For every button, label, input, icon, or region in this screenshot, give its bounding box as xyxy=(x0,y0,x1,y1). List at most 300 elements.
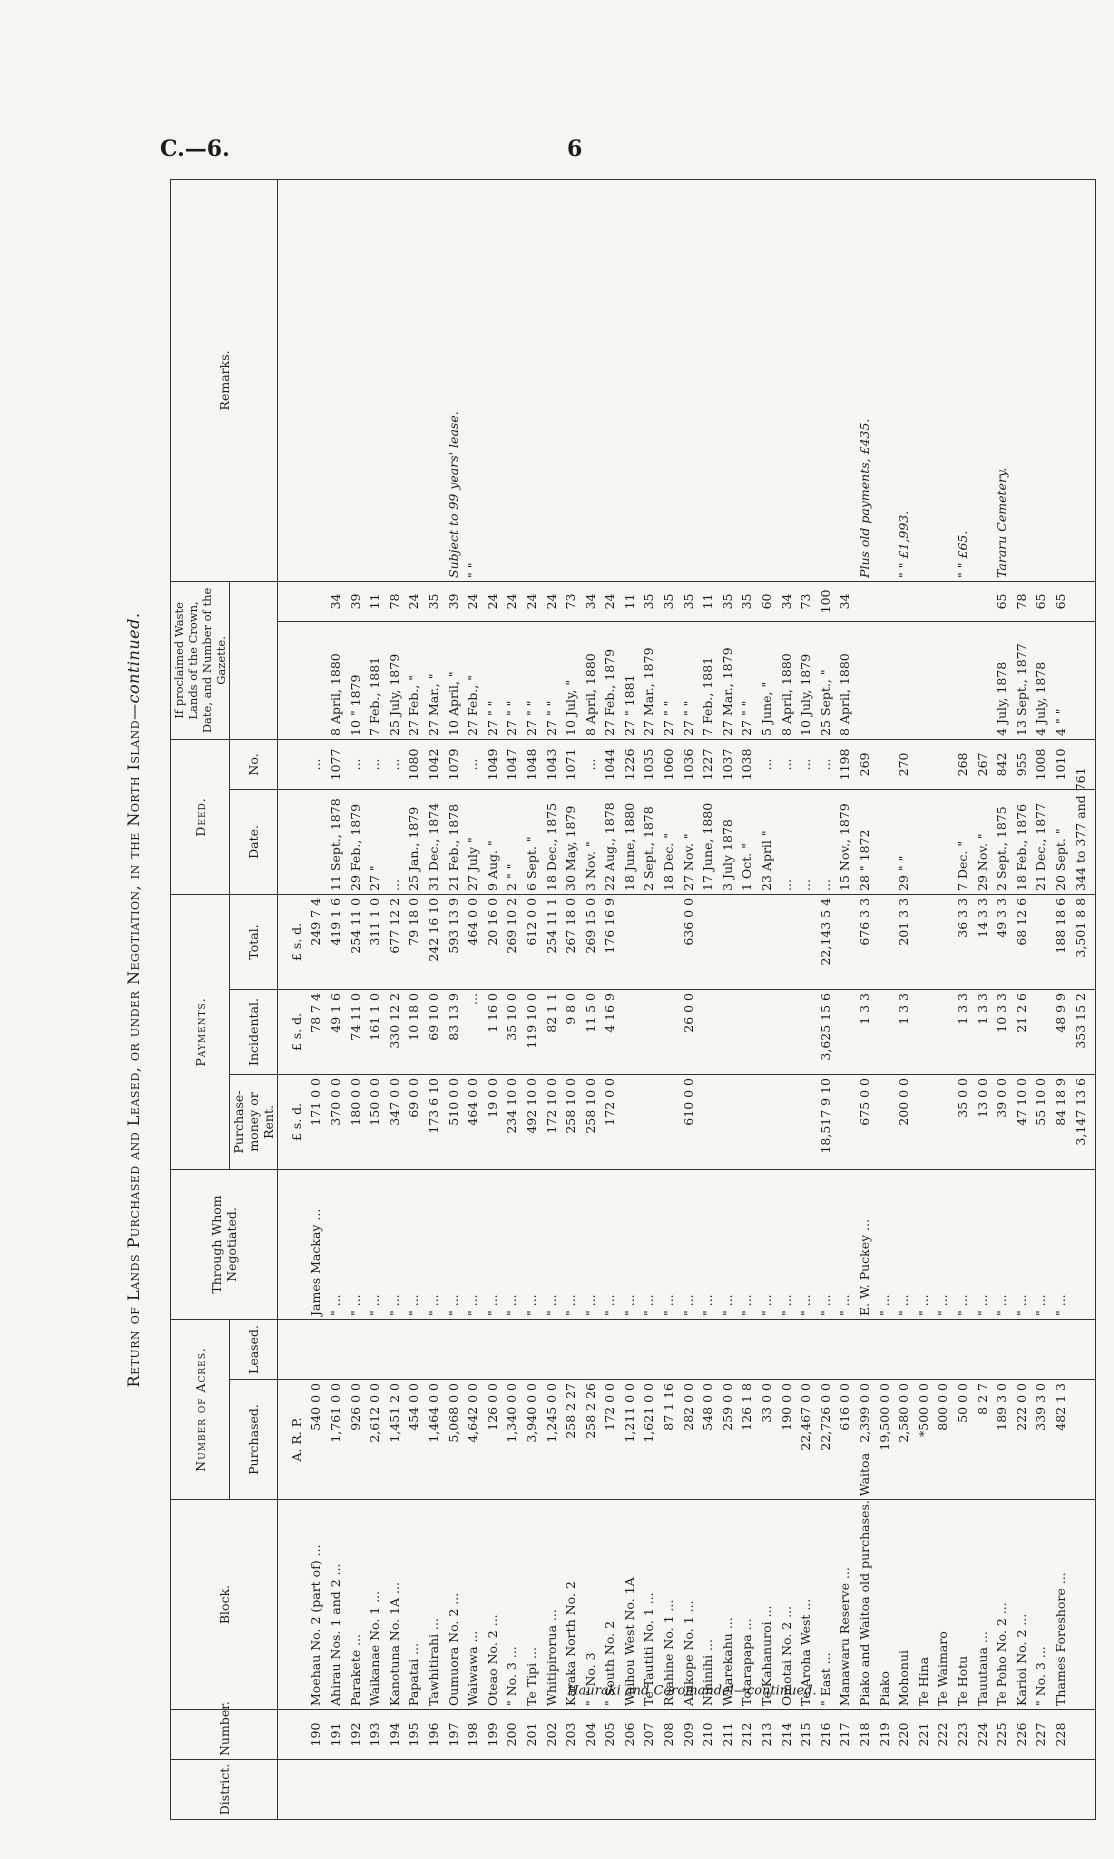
row-gazette: 27 " 1881 xyxy=(620,621,640,739)
row-deed-no: 1008 xyxy=(1032,739,1052,789)
row-gazette-no: 24 xyxy=(463,581,483,621)
row-purchase xyxy=(659,1074,679,1169)
row-incidental: 10 3 3 xyxy=(992,989,1012,1074)
table-row xyxy=(463,179,483,1819)
table-row xyxy=(424,179,444,1819)
row-acres: 1,451 2 0 xyxy=(385,1380,405,1500)
row-total: 267 18 0 xyxy=(561,894,581,989)
row-gazette-no xyxy=(973,581,993,621)
row-block: Te Tipi ... xyxy=(522,1500,542,1710)
row-purchase: 234 10 0 xyxy=(503,1074,523,1169)
row-through: " ... xyxy=(796,1169,816,1319)
row-number: 198 xyxy=(463,1710,483,1760)
row-purchase xyxy=(914,1074,934,1169)
col-remarks: Remarks. xyxy=(171,179,278,581)
row-remarks xyxy=(385,179,405,581)
row-deed-no: 1036 xyxy=(679,739,699,789)
row-purchase: 13 0 0 xyxy=(973,1074,993,1169)
row-number: 209 xyxy=(679,1710,699,1760)
row-deed-date xyxy=(307,789,327,894)
row-leased xyxy=(777,1319,797,1379)
row-through: " ... xyxy=(483,1169,503,1319)
row-through: " ... xyxy=(816,1169,836,1319)
row-total xyxy=(757,894,777,989)
row-incidental: 1 3 3 xyxy=(855,989,875,1074)
row-remarks xyxy=(973,179,993,581)
table-row xyxy=(816,179,836,1819)
row-purchase: 258 10 0 xyxy=(581,1074,601,1169)
col-district: District. xyxy=(171,1760,278,1820)
row-gazette: 27 Mar., 1879 xyxy=(718,621,738,739)
row-deed-date: 25 Jan., 1879 xyxy=(405,789,425,894)
row-leased xyxy=(1051,1319,1071,1379)
row-number: 226 xyxy=(1012,1710,1032,1760)
row-through: " ... xyxy=(698,1169,718,1319)
row-through: " ... xyxy=(836,1169,856,1319)
row-total: 49 3 3 xyxy=(992,894,1012,989)
row-deed-no: 1198 xyxy=(836,739,856,789)
row-deed-no xyxy=(875,739,895,789)
row-block: Piako and Waitoa old purchases. Waitoa xyxy=(855,1500,875,1710)
unit-total: £ s. d. xyxy=(278,894,307,989)
total-empty xyxy=(1071,179,1096,581)
page-code: C.—6. xyxy=(160,136,230,162)
row-leased xyxy=(405,1319,425,1379)
row-gazette: 27 Feb., " xyxy=(405,621,425,739)
table-row xyxy=(601,179,621,1819)
row-incidental: 26 0 0 xyxy=(679,989,699,1074)
row-acres: 87 1 16 xyxy=(659,1380,679,1500)
row-purchase: 492 10 0 xyxy=(522,1074,542,1169)
row-through: " ... xyxy=(503,1169,523,1319)
row-deed-no: ... xyxy=(816,739,836,789)
row-leased xyxy=(601,1319,621,1379)
row-gazette-no: 73 xyxy=(796,581,816,621)
row-acres: 3,940 0 0 xyxy=(522,1380,542,1500)
row-gazette-no: 35 xyxy=(718,581,738,621)
row-acres: 1,464 0 0 xyxy=(424,1380,444,1500)
row-gazette-no: 35 xyxy=(640,581,660,621)
row-gazette: 27 " " xyxy=(503,621,523,739)
row-leased xyxy=(973,1319,993,1379)
row-number: 218 xyxy=(855,1710,875,1760)
total-empty xyxy=(1071,621,1096,739)
row-through: " ... xyxy=(875,1169,895,1319)
row-leased xyxy=(561,1319,581,1379)
row-block: Ahikope No. 1 ... xyxy=(679,1500,699,1710)
row-through: " ... xyxy=(444,1169,464,1319)
row-leased xyxy=(679,1319,699,1379)
table-row xyxy=(365,179,385,1819)
row-gazette-no: 39 xyxy=(444,581,464,621)
row-deed-no: 1049 xyxy=(483,739,503,789)
row-deed-no: 267 xyxy=(973,739,993,789)
row-block: Moehau No. 2 (part of) ... xyxy=(307,1500,327,1710)
row-gazette-no: 24 xyxy=(405,581,425,621)
row-incidental xyxy=(875,989,895,1074)
row-block: Totarapapa ... xyxy=(738,1500,758,1710)
row-gazette: 27 " " xyxy=(659,621,679,739)
row-gazette xyxy=(307,621,327,739)
row-block: Karioi No. 2 ... xyxy=(1012,1500,1032,1710)
total-empty xyxy=(1071,1500,1096,1710)
row-total: 242 16 10 xyxy=(424,894,444,989)
row-total: 79 18 0 xyxy=(405,894,425,989)
row-number: 199 xyxy=(483,1710,503,1760)
row-remarks: Subject to 99 years' lease. xyxy=(444,179,464,581)
row-through: " ... xyxy=(914,1169,934,1319)
row-gazette-no xyxy=(875,581,895,621)
row-total xyxy=(914,894,934,989)
table-row xyxy=(659,179,679,1819)
row-gazette-no: 24 xyxy=(542,581,562,621)
row-gazette: 8 April, 1880 xyxy=(581,621,601,739)
row-number: 195 xyxy=(405,1710,425,1760)
row-remarks xyxy=(757,179,777,581)
row-number: 227 xyxy=(1032,1710,1052,1760)
row-deed-no: 1038 xyxy=(738,739,758,789)
table-row xyxy=(836,179,856,1819)
row-number: 206 xyxy=(620,1710,640,1760)
row-deed-no: 1035 xyxy=(640,739,660,789)
row-deed-no: 1010 xyxy=(1051,739,1071,789)
row-block: Karaka North No. 2 xyxy=(561,1500,581,1710)
row-total: 593 13 9 xyxy=(444,894,464,989)
row-gazette xyxy=(934,621,954,739)
row-deed-date: 1 Oct. " xyxy=(738,789,758,894)
row-acres: 22,726 0 0 xyxy=(816,1380,836,1500)
row-through: " ... xyxy=(365,1169,385,1319)
table-row xyxy=(346,179,366,1819)
row-through: " ... xyxy=(1012,1169,1032,1319)
row-remarks xyxy=(1012,179,1032,581)
col-purchase-money: Purchase-money or Rent. xyxy=(230,1074,278,1169)
row-deed-no: 1079 xyxy=(444,739,464,789)
row-purchase: 510 0 0 xyxy=(444,1074,464,1169)
row-leased xyxy=(542,1319,562,1379)
row-leased xyxy=(796,1319,816,1379)
table-row xyxy=(698,179,718,1819)
row-incidental xyxy=(796,989,816,1074)
row-remarks xyxy=(326,179,346,581)
row-remarks xyxy=(796,179,816,581)
row-block: " East ... xyxy=(816,1500,836,1710)
row-gazette: 27 Feb., " xyxy=(463,621,483,739)
row-through: " ... xyxy=(405,1169,425,1319)
row-remarks xyxy=(659,179,679,581)
table-row xyxy=(405,179,425,1819)
row-deed-no: 1226 xyxy=(620,739,640,789)
row-through: " ... xyxy=(601,1169,621,1319)
row-acres: 258 2 27 xyxy=(561,1380,581,1500)
row-purchase xyxy=(796,1074,816,1169)
row-total xyxy=(718,894,738,989)
row-gazette-no: 65 xyxy=(1051,581,1071,621)
row-deed-no: 1044 xyxy=(601,739,621,789)
row-remarks xyxy=(836,179,856,581)
row-deed-no: ... xyxy=(581,739,601,789)
row-purchase: 173 6 10 xyxy=(424,1074,444,1169)
row-purchase: 47 10 0 xyxy=(1012,1074,1032,1169)
row-gazette xyxy=(875,621,895,739)
row-leased xyxy=(620,1319,640,1379)
row-leased xyxy=(581,1319,601,1379)
row-remarks xyxy=(405,179,425,581)
row-acres: 190 0 0 xyxy=(777,1380,797,1500)
row-remarks xyxy=(503,179,523,581)
row-incidental xyxy=(659,989,679,1074)
row-through: " ... xyxy=(973,1169,993,1319)
row-gazette-no: 24 xyxy=(483,581,503,621)
table-row xyxy=(953,179,973,1819)
row-gazette-no: 65 xyxy=(1032,581,1052,621)
row-deed-date: 29 Feb., 1879 xyxy=(346,789,366,894)
table-row xyxy=(640,179,660,1819)
page-title xyxy=(124,180,143,1820)
row-number: 221 xyxy=(914,1710,934,1760)
row-number: 212 xyxy=(738,1710,758,1760)
row-block: Piako xyxy=(875,1500,895,1710)
row-deed-date: 6 Sept. " xyxy=(522,789,542,894)
row-purchase xyxy=(934,1074,954,1169)
table-row xyxy=(777,179,797,1819)
row-total: 201 3 3 xyxy=(894,894,914,989)
row-number: 223 xyxy=(953,1710,973,1760)
table-row xyxy=(796,179,816,1819)
row-deed-no: 1077 xyxy=(326,739,346,789)
row-gazette-no xyxy=(855,581,875,621)
row-purchase: 18,517 9 10 xyxy=(816,1074,836,1169)
row-gazette: 27 " " xyxy=(522,621,542,739)
row-block: Te Tautiti No. 1 ... xyxy=(640,1500,660,1710)
row-incidental: 4 16 9 xyxy=(601,989,621,1074)
table-row xyxy=(914,179,934,1819)
total-total: 3,501 8 8 xyxy=(1071,894,1096,989)
table-row xyxy=(934,179,954,1819)
row-leased xyxy=(424,1319,444,1379)
row-purchase: 172 10 0 xyxy=(542,1074,562,1169)
row-purchase: 258 10 0 xyxy=(561,1074,581,1169)
row-deed-no: ... xyxy=(777,739,797,789)
row-gazette-no xyxy=(914,581,934,621)
row-remarks xyxy=(365,179,385,581)
row-leased xyxy=(503,1319,523,1379)
row-remarks: Plus old payments, £435. xyxy=(855,179,875,581)
row-block: Parakete ... xyxy=(346,1500,366,1710)
row-total: 254 11 1 xyxy=(542,894,562,989)
row-acres: 4,642 0 0 xyxy=(463,1380,483,1500)
row-purchase: 464 0 0 xyxy=(463,1074,483,1169)
row-incidental: 82 1 1 xyxy=(542,989,562,1074)
row-incidental: 21 2 6 xyxy=(1012,989,1032,1074)
row-leased xyxy=(307,1319,327,1379)
row-deed-no: 1047 xyxy=(503,739,523,789)
col-number: Number. xyxy=(171,1710,278,1760)
row-purchase xyxy=(777,1074,797,1169)
row-remarks xyxy=(522,179,542,581)
row-gazette: 27 Feb., 1879 xyxy=(601,621,621,739)
row-remarks xyxy=(738,179,758,581)
title-continued: —continued. xyxy=(124,612,143,720)
table-row xyxy=(444,179,464,1819)
row-through: " ... xyxy=(777,1169,797,1319)
row-number: 228 xyxy=(1051,1710,1071,1760)
row-through: " ... xyxy=(718,1169,738,1319)
row-remarks xyxy=(875,179,895,581)
row-deed-date: 18 June, 1880 xyxy=(620,789,640,894)
row-acres: 540 0 0 xyxy=(307,1380,327,1500)
row-purchase: 69 0 0 xyxy=(405,1074,425,1169)
row-remarks xyxy=(777,179,797,581)
row-deed-no: 1060 xyxy=(659,739,679,789)
row-acres: 339 3 0 xyxy=(1032,1380,1052,1500)
row-gazette: 7 Feb., 1881 xyxy=(365,621,385,739)
row-incidental xyxy=(914,989,934,1074)
row-acres: *500 0 0 xyxy=(914,1380,934,1500)
row-gazette-no: 35 xyxy=(738,581,758,621)
row-block: " No. 3 ... xyxy=(1032,1500,1052,1710)
row-incidental: 35 10 0 xyxy=(503,989,523,1074)
table-row xyxy=(1012,179,1032,1819)
row-number: 204 xyxy=(581,1710,601,1760)
table-body xyxy=(278,179,1096,1819)
row-gazette-no: 34 xyxy=(836,581,856,621)
row-remarks xyxy=(718,179,738,581)
rotated-return-table xyxy=(120,180,1088,1820)
row-gazette-no: 60 xyxy=(757,581,777,621)
row-through: " ... xyxy=(463,1169,483,1319)
row-remarks: Tararu Cemetery. xyxy=(992,179,1012,581)
row-leased xyxy=(953,1319,973,1379)
table-row xyxy=(620,179,640,1819)
row-gazette xyxy=(855,621,875,739)
row-block: Manawaru Reserve ... xyxy=(836,1500,856,1710)
row-gazette: 4 July, 1878 xyxy=(992,621,1012,739)
table-row xyxy=(503,179,523,1819)
row-leased xyxy=(875,1319,895,1379)
row-remarks xyxy=(914,179,934,581)
row-gazette: 27 Mar., " xyxy=(424,621,444,739)
row-total: 311 1 0 xyxy=(365,894,385,989)
row-total: 676 3 3 xyxy=(855,894,875,989)
row-number: 205 xyxy=(601,1710,621,1760)
col-deed-date: Date. xyxy=(230,789,278,894)
table-row xyxy=(738,179,758,1819)
row-number: 193 xyxy=(365,1710,385,1760)
row-incidental: 1 3 3 xyxy=(894,989,914,1074)
row-block: Oumuora No. 2 ... xyxy=(444,1500,464,1710)
row-leased xyxy=(757,1319,777,1379)
row-gazette xyxy=(914,621,934,739)
row-acres: 50 0 0 xyxy=(953,1380,973,1500)
row-block: Oteao No. 2 ... xyxy=(483,1500,503,1710)
row-block: Tauutaua ... xyxy=(973,1500,993,1710)
row-leased xyxy=(894,1319,914,1379)
row-leased xyxy=(522,1319,542,1379)
row-acres: 1,621 0 0 xyxy=(640,1380,660,1500)
row-total: 464 0 0 xyxy=(463,894,483,989)
row-deed-no xyxy=(914,739,934,789)
row-incidental xyxy=(934,989,954,1074)
row-through: " ... xyxy=(738,1169,758,1319)
row-leased xyxy=(444,1319,464,1379)
row-deed-date: 28 " 1872 xyxy=(855,789,875,894)
row-block: Wharekahu ... xyxy=(718,1500,738,1710)
row-through: " ... xyxy=(992,1169,1012,1319)
row-leased xyxy=(659,1319,679,1379)
row-deed-no: 1071 xyxy=(561,739,581,789)
row-number: 192 xyxy=(346,1710,366,1760)
row-remarks: " " xyxy=(463,179,483,581)
table-row xyxy=(679,179,699,1819)
row-acres: 2,612 0 0 xyxy=(365,1380,385,1500)
row-remarks: " " £1,993. xyxy=(894,179,914,581)
row-number: 222 xyxy=(934,1710,954,1760)
row-incidental: 69 10 0 xyxy=(424,989,444,1074)
row-incidental xyxy=(757,989,777,1074)
row-deed-date: 29 " " xyxy=(894,789,914,894)
row-block: Te Waimaro xyxy=(934,1500,954,1710)
row-block: Waiwawa ... xyxy=(463,1500,483,1710)
row-leased xyxy=(385,1319,405,1379)
row-leased xyxy=(483,1319,503,1379)
table-row xyxy=(1051,179,1071,1819)
row-gazette: 7 Feb., 1881 xyxy=(698,621,718,739)
row-deed-date: 2 Sept., 1878 xyxy=(640,789,660,894)
row-gazette: 4 " " xyxy=(1051,621,1071,739)
row-total: 677 12 2 xyxy=(385,894,405,989)
row-acres: 19,500 0 0 xyxy=(875,1380,895,1500)
row-block: Nihinihi ... xyxy=(698,1500,718,1710)
row-number: 194 xyxy=(385,1710,405,1760)
row-block: Tawhitirahi ... xyxy=(424,1500,444,1710)
row-through: " ... xyxy=(326,1169,346,1319)
row-deed-no: ... xyxy=(463,739,483,789)
row-total: 36 3 3 xyxy=(953,894,973,989)
row-gazette-no: 34 xyxy=(326,581,346,621)
row-deed-date: 18 Feb., 1876 xyxy=(1012,789,1032,894)
row-purchase: 171 0 0 xyxy=(307,1074,327,1169)
row-gazette-no: 24 xyxy=(601,581,621,621)
row-remarks xyxy=(581,179,601,581)
row-total xyxy=(698,894,718,989)
row-acres: 126 0 0 xyxy=(483,1380,503,1500)
row-incidental: 83 13 9 xyxy=(444,989,464,1074)
row-deed-date: 29 Nov. " xyxy=(973,789,993,894)
row-leased xyxy=(698,1319,718,1379)
col-deed: Deed. xyxy=(171,739,230,894)
row-remarks xyxy=(542,179,562,581)
row-block: " No. 3 ... xyxy=(503,1500,523,1710)
row-remarks xyxy=(1032,179,1052,581)
row-total: 269 10 2 xyxy=(503,894,523,989)
col-gazette: If proclaimed Waste Lands of the Crown, Date, and Number of the Gazette. xyxy=(171,581,230,739)
row-remarks xyxy=(424,179,444,581)
row-gazette: 25 Sept., " xyxy=(816,621,836,739)
row-incidental xyxy=(620,989,640,1074)
row-remarks xyxy=(640,179,660,581)
row-gazette-no: 35 xyxy=(659,581,679,621)
table-row xyxy=(542,179,562,1819)
row-deed-date: 2 " " xyxy=(503,789,523,894)
row-number: 224 xyxy=(973,1710,993,1760)
row-purchase: 39 0 0 xyxy=(992,1074,1012,1169)
row-through: James Mackay ... xyxy=(307,1169,327,1319)
totals-row xyxy=(1071,179,1096,1819)
row-number: 203 xyxy=(561,1710,581,1760)
row-gazette-no: 35 xyxy=(679,581,699,621)
row-number: 196 xyxy=(424,1710,444,1760)
